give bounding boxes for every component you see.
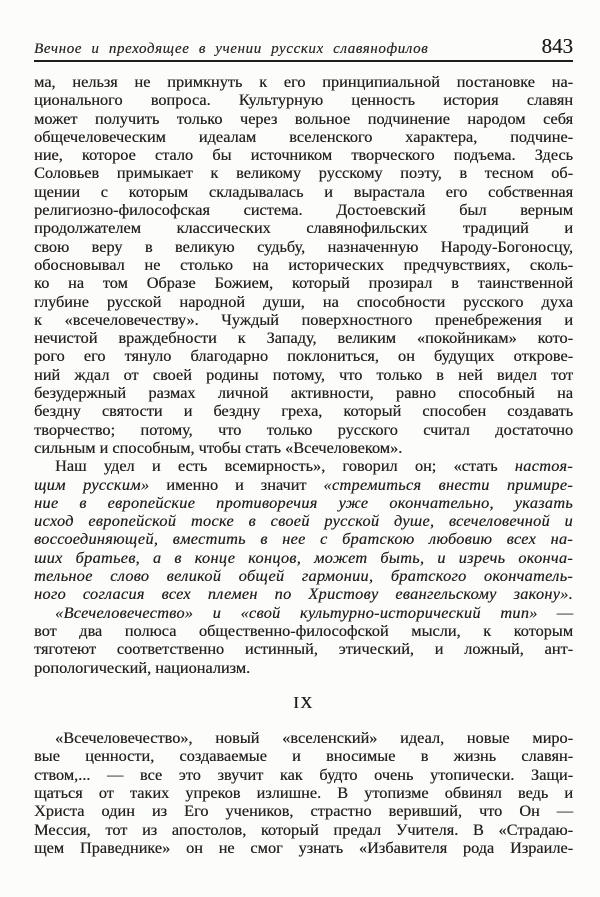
text-segment: Соловьев примыкает к великому русскому поэту, в тесном об- <box>34 163 573 183</box>
text-line <box>34 640 573 658</box>
text-line <box>34 311 573 329</box>
text-segment: ного согласия всех племен по Христову евангельскому закону». <box>34 584 573 604</box>
text-segment: тяготеют соответственно истинный, этический, и ложный, ант- <box>34 639 573 659</box>
text-segment: Мессия, тот из апостолов, который предал Учителя. В «Страдаю- <box>34 819 573 839</box>
text-segment: религиозно-философская система. Достоевский был верным <box>34 200 573 220</box>
text-line <box>34 329 573 347</box>
text-line <box>34 366 573 384</box>
text-line <box>34 494 573 512</box>
text-line <box>34 747 573 765</box>
text-line <box>34 512 573 530</box>
text-line <box>34 585 573 603</box>
text-segment: ние, которое стало бы источником творческого подъема. Здесь <box>34 145 573 165</box>
text-segment: творчество; потому, что только русского считал достаточно <box>34 419 573 439</box>
text-line <box>34 238 573 256</box>
running-header <box>34 34 573 62</box>
text-segment: ний ждал от своей родины потому, что только в ней видел тот <box>34 364 573 384</box>
text-segment: свою веру в великую судьбу, назначенную Народу-Богоносцу, <box>34 236 573 256</box>
text-line <box>34 729 573 747</box>
text-line <box>34 384 573 402</box>
text-segment: ших братьев, а в конце концов, может быть, и изречь оконча- <box>34 547 573 567</box>
text-segment: исход европейской тоске в своей русской душе, всечеловечной и <box>34 511 573 531</box>
text-segment: щим русским» <box>34 474 150 494</box>
text-line <box>34 839 573 857</box>
text-segment: Христа один из Его учеников, страстно веривший, что Он — <box>34 801 573 821</box>
text-segment: именно и значит <box>149 474 324 494</box>
text-line <box>34 293 573 311</box>
text-line <box>34 110 573 128</box>
text-line <box>34 439 573 457</box>
text-segment: ционального вопроса. Культурную ценность история славян <box>34 90 573 110</box>
text-segment: безудержный размах личной активности, равно способный на <box>34 383 573 403</box>
text-line <box>34 784 573 802</box>
text-line <box>34 91 573 109</box>
text-segment: Наш удел и есть всемирность», говорил он; «стать <box>55 456 515 476</box>
text-segment: к «всечеловечеству». Чуждый поверхностного пренебрежения и <box>34 309 573 329</box>
text-segment: ством,... — все это звучит как будто очень утопически. Защи- <box>34 764 573 784</box>
text-segment: вот два полюса общественно-философской мысли, к которым <box>34 620 573 640</box>
text-segment: «Всечеловечество» и «свой культурно-исторический тип» <box>55 602 538 622</box>
text-line <box>34 402 573 420</box>
text-line <box>34 274 573 292</box>
text-segment: вые ценности, создаваемые и вносимые в жизнь славян- <box>34 746 573 766</box>
paragraph <box>34 604 573 677</box>
text-line <box>34 164 573 182</box>
text-segment: бездну святости и бездну греха, который способен создавать <box>34 401 573 421</box>
running-title: Вечное и преходящее в учении русских славянофилов <box>34 41 428 62</box>
text-line <box>34 421 573 439</box>
text-segment: сильным и способным, чтобы стать «Всечеловеком». <box>34 437 403 457</box>
text-line <box>34 802 573 820</box>
text-segment: настоя- <box>514 456 573 476</box>
text-segment: ма, нельзя не примкнуть к его принципиальной постановке на- <box>34 72 573 91</box>
text-segment: «стремиться внести примире- <box>323 474 573 494</box>
text-line <box>34 530 573 548</box>
text-segment: обосновывал не столько на исторических предчувствиях, сколь- <box>34 254 573 274</box>
text-segment: ко на том Образе Божием, который прозирал в таинственной <box>34 273 573 293</box>
text-line <box>34 604 573 622</box>
text-line <box>34 659 573 677</box>
text-segment: щаться от таких упреков излишне. В утопизме обвинял ведь и <box>34 782 573 802</box>
text-line <box>34 567 573 585</box>
paragraph <box>34 729 573 857</box>
paragraph <box>34 457 573 603</box>
text-segment: нечистой враждебности к Западу, великим «покойникам» кото- <box>34 328 573 348</box>
header-rule <box>34 60 573 62</box>
text-segment: может получить только через вольное подчинение народом себя <box>34 108 573 128</box>
text-line <box>34 219 573 237</box>
text-line <box>34 549 573 567</box>
text-segment: продолжателем классических славянофильских традиций и <box>34 218 573 238</box>
text-line <box>34 347 573 365</box>
text-segment: ропологический, национализм. <box>34 657 251 677</box>
text-line <box>34 128 573 146</box>
text-line <box>34 146 573 164</box>
section-heading: IX <box>293 692 314 712</box>
text-line <box>34 766 573 784</box>
text-segment: глубине русской народной души, на способности русского духа <box>34 291 573 311</box>
paragraph <box>34 73 573 457</box>
text-line <box>34 256 573 274</box>
text-segment: — <box>537 602 573 622</box>
text-segment: щении с которым складывалась и вырастала его собственная <box>34 181 573 201</box>
page-body <box>34 73 573 857</box>
text-line <box>34 476 573 494</box>
text-segment: рого его тянуло благодарно поклониться, он будущих открове- <box>34 346 573 366</box>
text-line <box>34 183 573 201</box>
text-line <box>34 622 573 640</box>
text-line <box>34 201 573 219</box>
text-segment: щем Праведнике» он не смог узнать «Избавителя рода Израиле- <box>34 837 573 857</box>
text-segment: «Всечеловечество», новый «вселенский» идеал, новые миро- <box>55 728 573 748</box>
text-segment: ние в европейские противоречия уже окончательно, указать <box>34 492 573 512</box>
text-segment: тельное слово великой общей гармонии, братского окончатель- <box>34 566 573 586</box>
text-line <box>34 457 573 475</box>
text-segment: общечеловеческим идеалам вселенского характера, подчине- <box>34 126 573 146</box>
text-segment: воссоединяющей, вместить в нее с братскою любовию всех на- <box>34 529 573 549</box>
page-number: 843 <box>541 34 573 58</box>
text-line <box>34 73 573 91</box>
text-line <box>34 821 573 839</box>
